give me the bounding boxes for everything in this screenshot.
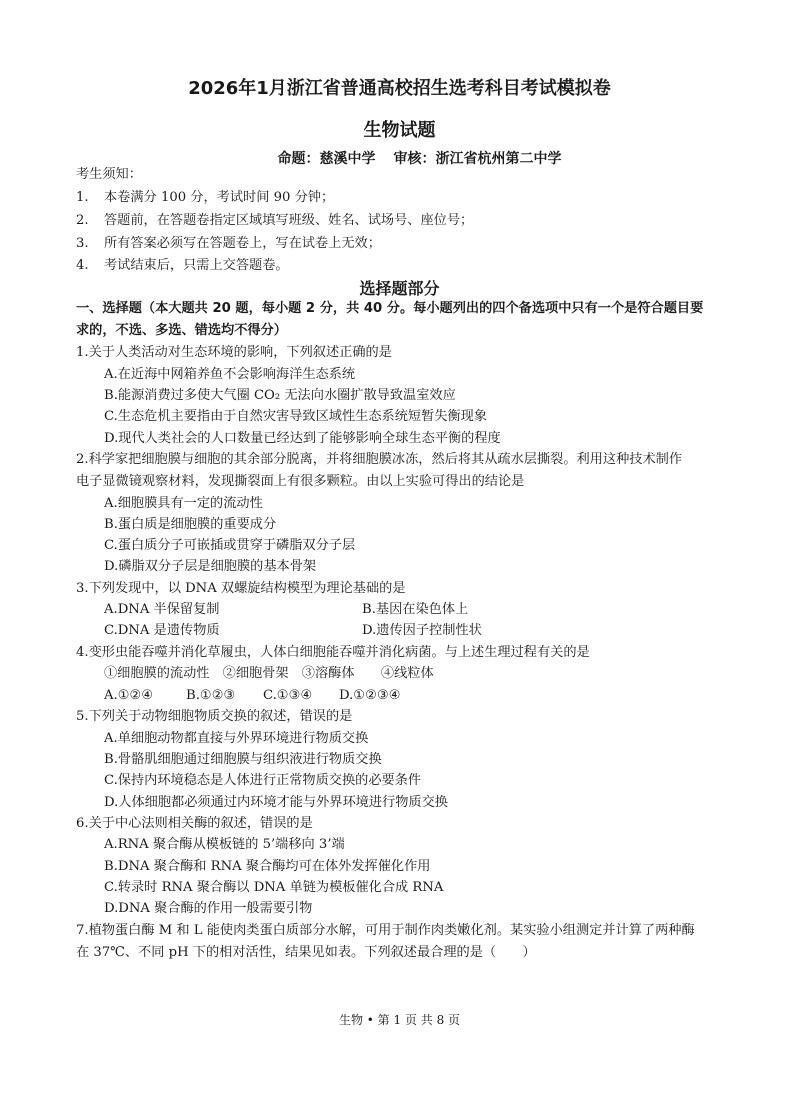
question-stem: 7.植物蛋白酶 M 和 L 能使肉类蛋白质部分水解，可用于制作肉类嫩化剂。某实验小组测定并计算了两种酶: [76, 923, 695, 938]
option-b: B.骨骼肌细胞通过细胞膜与组织液进行物质交换: [104, 752, 382, 767]
notice-item: 2. 答题前，在答题卷指定区域填写班级、姓名、试场号、座位号；: [76, 213, 474, 228]
question-stem: 2.科学家把细胞膜与细胞的其余部分脱离，并将细胞膜冰冻，然后将其从疏水层撕裂。利用这种技术制作: [76, 452, 683, 467]
option-d: D.现代人类社会的人口数量已经达到了能够影响全球生态平衡的程度: [104, 431, 501, 446]
question-stem: 1.关于人类活动对生态环境的影响，下列叙述正确的是: [76, 345, 392, 360]
option-d: D.DNA 聚合酶的作用一般需要引物: [104, 901, 313, 916]
option-c: C.生态危机主要指由于自然灾害导致区域性生态系统短暂失衡现象: [104, 409, 488, 424]
option-b: B.能源消费过多使大气圈 CO₂ 无法向水圈扩散导致温室效应: [104, 388, 456, 403]
notice-item: 4. 考试结束后，只需上交答题卷。: [76, 258, 289, 273]
option-d: D.人体细胞都必须通过内环境才能与外界环境进行物质交换: [104, 795, 448, 810]
page-footer: 生物 • 第 1 页 共 8 页: [338, 1013, 461, 1027]
option-d: D.遗传因子控制性状: [362, 623, 482, 638]
section-title: 选择题部分: [359, 279, 440, 298]
option-c: C.转录时 RNA 聚合酶以 DNA 单链为模板催化合成 RNA: [104, 880, 444, 895]
option-a: A.①②④: [104, 688, 154, 703]
option-d: D.磷脂双分子层是细胞膜的基本骨架: [104, 559, 317, 574]
option-a: A.细胞膜具有一定的流动性: [104, 496, 263, 511]
question-items: ①细胞膜的流动性 ②细胞骨架 ③溶酶体 ④线粒体: [104, 666, 434, 681]
option-a: A.DNA 半保留复制: [104, 602, 220, 617]
option-a: A.RNA 聚合酶从模板链的 5’端移向 3’端: [104, 837, 345, 852]
option-d: D.①②③④: [339, 688, 401, 703]
option-c: C.①③④: [263, 688, 313, 703]
subject-title: 生物试题: [363, 120, 436, 141]
notice-item: 3. 所有答案必须写在答题卷上，写在试卷上无效；: [76, 236, 381, 251]
notice-item: 1. 本卷满分 100 分，考试时间 90 分钟；: [76, 190, 335, 205]
exam-title: 2026年1月浙江省普通高校招生选考科目考试模拟卷: [188, 78, 611, 99]
reviewer-label: 审核：浙江省杭州第二中学: [393, 151, 562, 167]
question-stem: 4.变形虫能吞噬并消化草履虫，人体白细胞能吞噬并消化病菌。与上述生理过程有关的是: [76, 645, 590, 660]
section-instruction: 一、选择题（本大题共 20 题，每小题 2 分，共 40 分。每小题列出的四个备选项中只有一个是符合题目要: [76, 301, 704, 316]
option-a: A.在近海中网箱养鱼不会影响海洋生态系统: [104, 367, 356, 382]
question-stem: 5.下列关于动物细胞物质交换的叙述，错误的是: [76, 709, 353, 724]
option-c: C.DNA 是遗传物质: [104, 623, 220, 638]
option-c: C.保持内环境稳态是人体进行正常物质交换的必要条件: [104, 773, 422, 788]
question-stem-cont: 电子显微镜观察材料，发现撕裂面上有很多颗粒。由以上实验可得出的结论是: [76, 474, 525, 489]
question-stem-cont: 在 37℃、不同 pH 下的相对活性，结果见如表。下列叙述最合理的是（ ）: [76, 945, 536, 960]
option-b: B.基因在染色体上: [362, 602, 469, 617]
authorship-line: [0, 148, 799, 168]
question-stem: 6.关于中心法则相关酶的叙述，错误的是: [76, 816, 313, 831]
question-stem: 3.下列发现中，以 DNA 双螺旋结构模型为理论基础的是: [76, 581, 406, 596]
setter-label: 命题：慈溪中学: [277, 151, 376, 167]
notice-heading: 考生须知：: [76, 167, 142, 182]
option-b: B.DNA 聚合酶和 RNA 聚合酶均可在体外发挥催化作用: [104, 859, 431, 874]
option-c: C.蛋白质分子可嵌插或贯穿于磷脂双分子层: [104, 538, 356, 553]
option-b: B.蛋白质是细胞膜的重要成分: [104, 517, 277, 532]
option-b: B.①②③: [186, 688, 236, 703]
section-instruction: 求的，不选、多选、错选均不得分）: [76, 323, 287, 338]
option-a: A.单细胞动物都直接与外界环境进行物质交换: [104, 731, 369, 746]
